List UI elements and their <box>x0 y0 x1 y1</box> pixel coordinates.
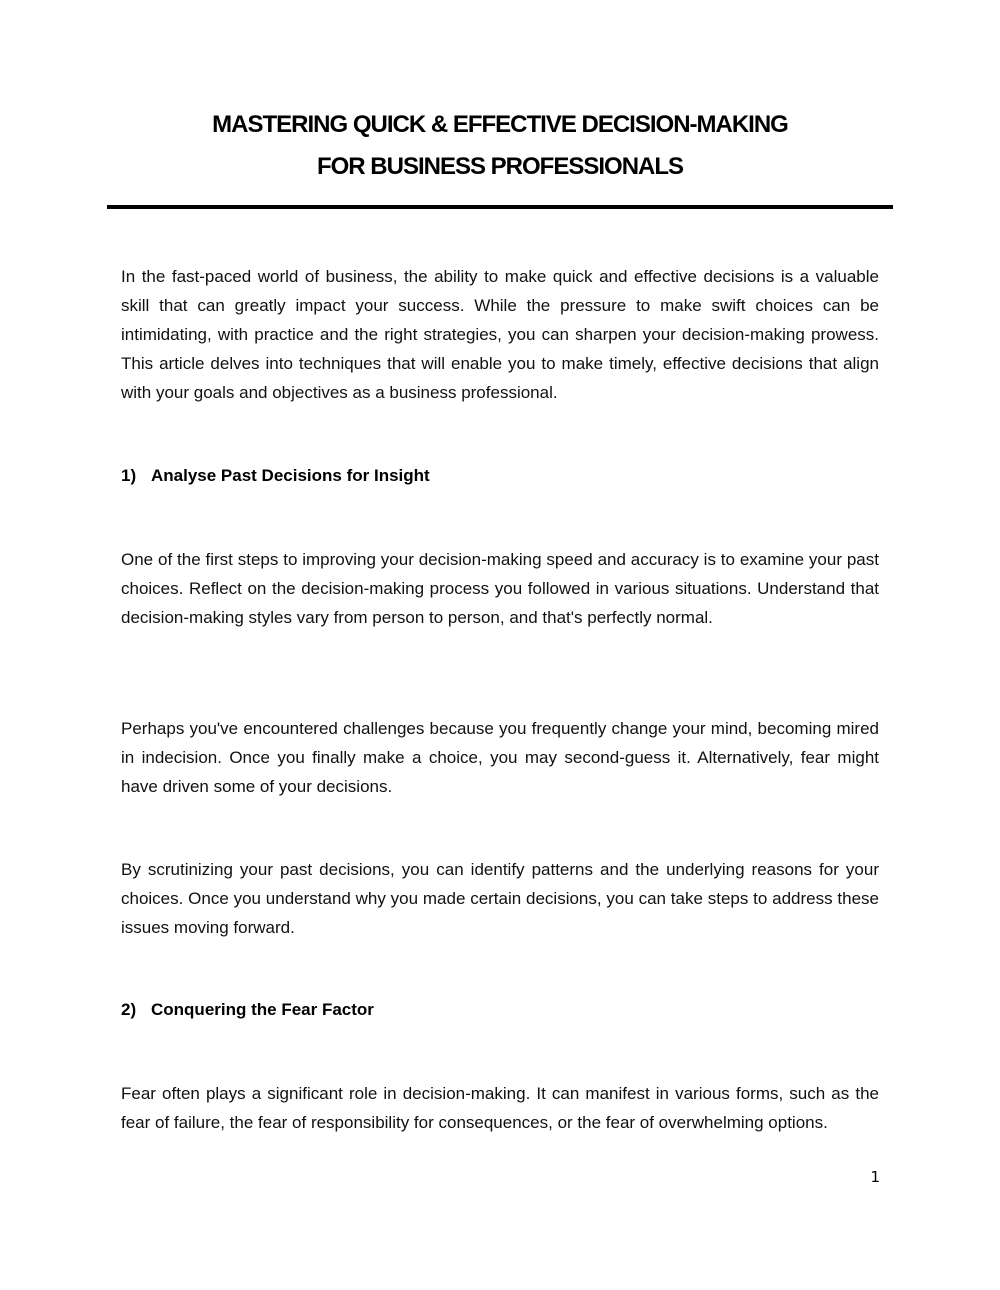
document-title-line-1: MASTERING QUICK & EFFECTIVE DECISION-MAKING <box>212 111 788 138</box>
section-2-paragraph-1: Fear often plays a significant role in decision-making. It can manifest in various forms, such as the fear of failure, the fear of responsibility for consequences, or the fear of overwhelming options. <box>121 1084 879 1132</box>
section-1-paragraph-3: By scrutinizing your past decisions, you can identify patterns and the underlying reasons for your choices. Once you understand why you made certain decisions, you can take steps to address these issues moving forward. <box>121 860 879 937</box>
section-2-number: 2) <box>121 1000 137 1019</box>
page-number: 1 <box>870 1168 880 1186</box>
document-title-line-2: FOR BUSINESS PROFESSIONALS <box>316 153 684 180</box>
section-1-paragraph-2: Perhaps you've encountered challenges because you frequently change your mind, becoming mired in indecision. Once you finally make a choice, you may second-guess it. Alternatively, fear might have driven some of your decisions. <box>121 719 879 796</box>
section-1-paragraph-1: One of the first steps to improving your decision-making speed and accuracy is to examine your past choices. Reflect on the decision-making process you followed in various situations. Understand that decision-making styles vary from person to person, and that's perfectly normal. <box>121 550 879 627</box>
section-1-number: 1) <box>121 466 137 485</box>
section-2-title: Conquering the Fear Factor <box>151 1000 374 1019</box>
title-divider <box>107 205 893 209</box>
section-1-heading <box>121 465 430 487</box>
section-2-heading <box>121 999 374 1021</box>
intro-paragraph: In the fast-paced world of business, the ability to make quick and effective decisions is a valuable skill that can greatly impact your success. While the pressure to make swift choices can be intimidating, with practice and the right strategies, you can sharpen your decision-making prowess. This article delves into techniques that will enable you to make timely, effective decisions that align with your goals and objectives as a business professional. <box>121 267 879 402</box>
section-1-title: Analyse Past Decisions for Insight <box>151 466 430 485</box>
